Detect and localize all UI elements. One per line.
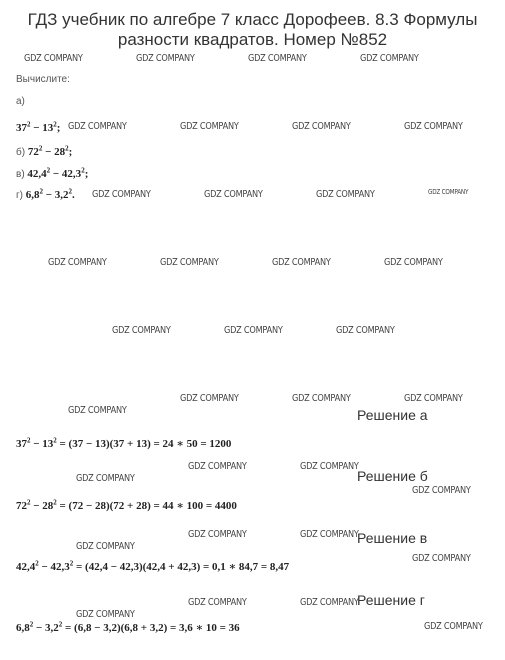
watermark: GDZ COMPANY bbox=[300, 597, 359, 608]
task-expression-v: $42,4^2 - 42,3^2$; bbox=[27, 166, 89, 180]
watermark: GDZ COMPANY bbox=[112, 325, 171, 336]
solution-text-b: $72^2 - 28^2 = (72 - 28)(72 + 28) = 44$ ∗ 100 = 4400 bbox=[16, 498, 237, 512]
watermark: GDZ COMPANY bbox=[292, 393, 351, 404]
watermark: GDZ COMPANY bbox=[292, 121, 351, 132]
task-label-v: в) bbox=[16, 169, 25, 180]
watermark: GDZ COMPANY bbox=[136, 53, 195, 64]
watermark: GDZ COMPANY bbox=[248, 53, 307, 64]
solution-heading-v: Решение в bbox=[357, 530, 428, 546]
task-label-g: г) bbox=[16, 190, 23, 201]
watermark: GDZ COMPANY bbox=[336, 325, 395, 336]
task-expression-g: $6,8^2 - 3,2^2$. bbox=[25, 187, 75, 201]
watermark: GDZ COMPANY bbox=[404, 393, 463, 404]
solution-heading-a: Решение а bbox=[357, 407, 428, 423]
watermark: GDZ COMPANY bbox=[300, 529, 359, 540]
watermark: GDZ COMPANY bbox=[68, 405, 127, 416]
watermark: GDZ COMPANY bbox=[316, 189, 375, 200]
task-item-v bbox=[16, 168, 88, 180]
watermark: GDZ COMPANY bbox=[224, 325, 283, 336]
task-item-b bbox=[16, 146, 72, 158]
watermark: GDZ COMPANY bbox=[180, 393, 239, 404]
watermark: GDZ COMPANY bbox=[188, 461, 247, 472]
task-label-a: а) bbox=[16, 96, 25, 107]
watermark: GDZ COMPANY bbox=[24, 53, 83, 64]
watermark: GDZ COMPANY bbox=[204, 189, 263, 200]
task-expression-b: $72^2 - 28^2$; bbox=[27, 144, 73, 158]
watermark: GDZ COMPANY bbox=[48, 257, 107, 268]
watermark: GDZ COMPANY bbox=[76, 541, 135, 552]
watermark: GDZ COMPANY bbox=[412, 485, 471, 496]
watermark: GDZ COMPANY bbox=[272, 257, 331, 268]
watermark: GDZ COMPANY bbox=[424, 621, 483, 632]
task-expression-a: $37^2 - 13^2$; bbox=[16, 120, 61, 134]
task-label-b: б) bbox=[16, 147, 26, 158]
watermark: GDZ COMPANY bbox=[188, 529, 247, 540]
watermark: GDZ COMPANY bbox=[404, 121, 463, 132]
watermark: GDZ COMPANY bbox=[76, 609, 135, 620]
watermark: GDZ COMPANY bbox=[92, 189, 151, 200]
watermark: GDZ COMPANY bbox=[188, 597, 247, 608]
solution-heading-b: Решение б bbox=[357, 468, 428, 484]
watermark: GDZ COMPANY bbox=[76, 473, 135, 484]
watermark: GDZ COMPANY bbox=[360, 53, 419, 64]
watermark: GDZ COMPANY bbox=[428, 188, 469, 196]
page-title: ГДЗ учебник по алгебре 7 класс Дорофеев. 8.3 Формулы разности квадратов. Номер №852 bbox=[27, 10, 478, 49]
task-intro: Вычислите: bbox=[16, 74, 70, 85]
solution-heading-g: Решение г bbox=[357, 592, 425, 608]
watermark: GDZ COMPANY bbox=[384, 257, 443, 268]
watermark: GDZ COMPANY bbox=[68, 121, 127, 132]
solution-text-v: $42,4^2 - 42,3^2 = (42,4 - 42,3)(42,4 + 42,3) = 0,1$ ∗ 84,7 = 8,47 bbox=[16, 559, 290, 573]
watermark: GDZ COMPANY bbox=[300, 461, 359, 472]
watermark: GDZ COMPANY bbox=[160, 257, 219, 268]
solution-text-g: $6,8^2 - 3,2^2 = (6,8 - 3,2)(6,8 + 3,2) = 3,6$ ∗ 10 = 36 bbox=[16, 620, 240, 634]
task-item-g bbox=[16, 189, 75, 201]
solution-text-a: $37^2 - 13^2 = (37 - 13)(37 + 13) = 24$ ∗ 50 = 1200 bbox=[16, 436, 232, 450]
watermark: GDZ COMPANY bbox=[180, 121, 239, 132]
watermark: GDZ COMPANY bbox=[412, 553, 471, 564]
